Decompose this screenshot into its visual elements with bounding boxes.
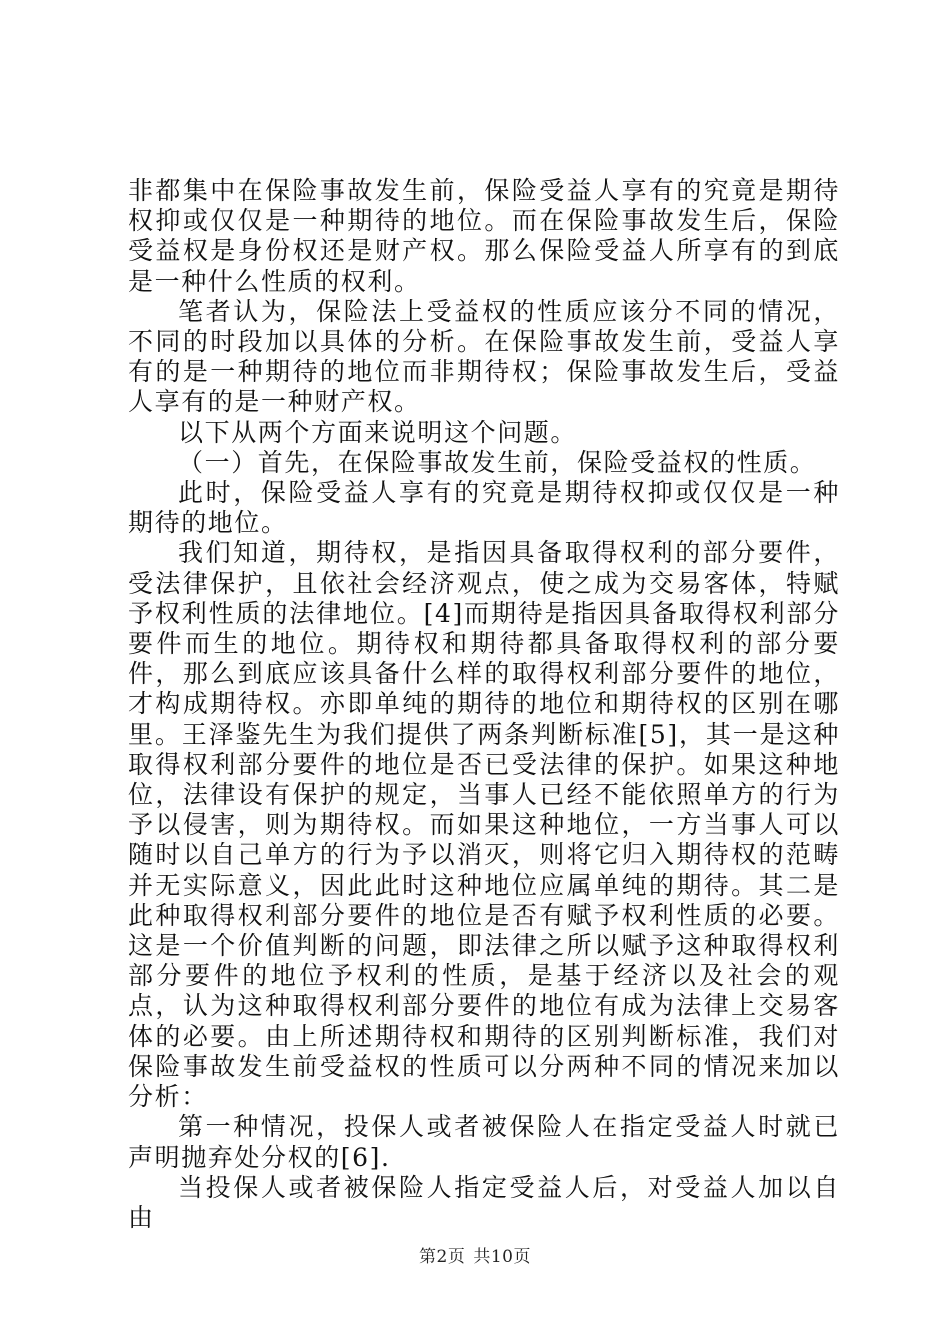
page-footer [0,1242,950,1267]
current-page-number: 第2页 [419,1247,466,1267]
total-page-count: 共10页 [473,1247,531,1267]
paragraph-5: 此时，保险受益人享有的究竟是期待权抑或仅仅是一种期待的地位。 [128,478,840,538]
paragraph-7: 第一种情况，投保人或者被保险人在指定受益人时就已声明抛弃处分权的[6]. [128,1112,840,1172]
paragraph-1: 非都集中在保险事故发生前，保险受益人享有的究竟是期待权抑或仅仅是一种期待的地位。而在保险事故发生后，保险受益权是身份权还是财产权。那么保险受益人所享有的到底是一种什么性质的权利。 [128,176,840,296]
paragraph-8: 当投保人或者被保险人指定受益人后，对受益人加以自由 [128,1172,840,1232]
paragraph-2: 笔者认为，保险法上受益权的性质应该分不同的情况，不同的时段加以具体的分析。在保险事故发生前，受益人享有的是一种期待的地位而非期待权；保险事故发生后，受益人享有的是一种财产权。 [128,296,840,417]
paragraph-3: 以下从两个方面来说明这个问题。 [178,417,578,447]
paragraph-4: （一）首先，在保险事故发生前，保险受益权的性质。 [178,447,817,477]
document-body [128,176,840,1233]
paragraph-6: 我们知道，期待权，是指因具备取得权利的部分要件，受法律保护，且依社会经济观点，使之成为交易客体，特赋予权利性质的法律地位。[4]而期待是指因具备取得权利部分要件而生的地位。期待权和期待都具备取得权利的部分要件，那么到底应该具备什么样的取得权利部分要件的地位，才构成期待权。亦即单纯的期待的地位和期待权的区别在哪里。王泽鉴先生为我们提供了两条判断标准[5]，其一是这种取得权利部分要件的地位是否已受法律的保护。如果这种地位，法律设有保护的规定，当事人已经不能依照单方的行为予以侵害，则为期待权。而如果这种地位，一方当事人可以随时以自己单方的行为予以消灭，则将它归入期待权的范畴并无实际意义，因此此时这种地位应属单纯的期待。其二是此种取得权利部分要件的地位是否有赋予权利性质的必要。这是一个价值判断的问题，即法律之所以赋予这种取得权利部分要件的地位予权利的性质，是基于经济以及社会的观点，认为这种取得权利部分要件的地位有成为法律上交易客体的必要。由上所述期待权和期待的区别判断标准，我们对保险事故发生前受益权的性质可以分两种不同的情况来加以分析： [128,538,840,1112]
